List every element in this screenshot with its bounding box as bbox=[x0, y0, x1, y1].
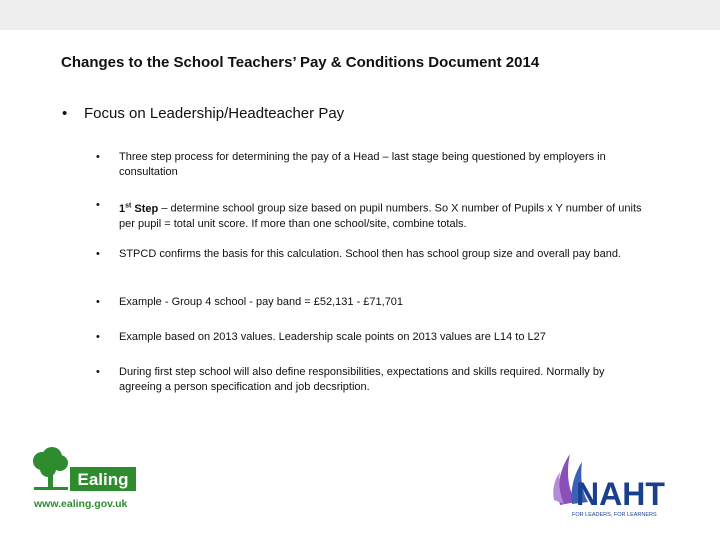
ealing-name: Ealing bbox=[77, 470, 129, 489]
bullet-dot: • bbox=[96, 331, 100, 343]
naht-logo bbox=[550, 450, 690, 520]
list-item-text: During first step school will also define responsibilities, expectations and skills required. Normally by agreeing a person specification and job decsription. bbox=[119, 366, 605, 393]
bullet-dot: • bbox=[96, 151, 100, 163]
bullet-dot: • bbox=[96, 248, 100, 260]
list-item-text: Example - Group 4 school - pay band = £52,131 - £71,701 bbox=[119, 296, 404, 308]
list-item-text: Example based on 2013 values. Leadership scale points on 2013 values are L14 to L27 bbox=[119, 331, 546, 343]
list-item-text: Three step process for determining the pay of a Head – last stage being questioned by employers in consultation bbox=[119, 151, 606, 178]
naht-tagline: FOR LEADERS, FOR LEARNERS bbox=[572, 512, 657, 518]
bullet-dot: • bbox=[62, 105, 68, 122]
ealing-logo bbox=[30, 445, 140, 515]
list-item-text: STPCD confirms the basis for this calculation. School then has school group size and overall pay band. bbox=[119, 248, 621, 260]
tree-icon bbox=[33, 447, 68, 490]
bullet-dot: • bbox=[96, 366, 100, 378]
slide-title: Changes to the School Teachers’ Pay & Conditions Document 2014 bbox=[61, 54, 540, 71]
ealing-url: www.ealing.gov.uk bbox=[34, 498, 128, 510]
list-item-text: 1st Step – determine school group size based on pupil numbers. So X number of Pupils x Y number of units per pupil = total unit score. If more than one school/site, combine totals. bbox=[119, 202, 642, 230]
top-banner bbox=[0, 0, 720, 30]
bullet-dot: • bbox=[96, 296, 100, 308]
bullet-dot: • bbox=[96, 199, 100, 211]
naht-name: NAHT bbox=[576, 476, 665, 512]
main-bullet-text: Focus on Leadership/Headteacher Pay bbox=[84, 105, 345, 122]
step-label: 1st Step bbox=[119, 202, 159, 215]
